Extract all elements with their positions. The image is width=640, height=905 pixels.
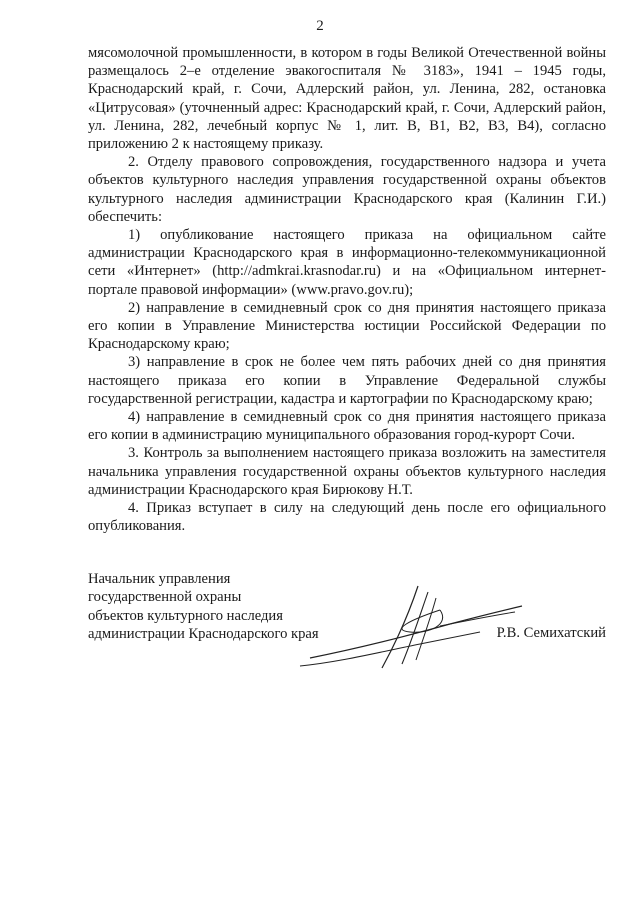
- position-line: объектов культурного наследия: [88, 607, 283, 624]
- paragraph-item-3: 3. Контроль за выполнением настоящего приказа возложить на заместителя начальника управления государственной охраны объектов культурного наследия администрации Краснодарского края Бирюкову Н.Т.: [88, 445, 606, 498]
- handwritten-signature: [290, 580, 530, 680]
- position-line: администрации Краснодарского края: [88, 626, 319, 643]
- paragraph-item-2-1: 1) опубликование настоящего приказа на официальном сайте администрации Краснодарского края в информационно-телекоммуникационной сети «Интернет» (http://admkrai.krasnodar.ru) и на «Официальном интернет-портале правовой информации» (www.pravo.gov.ru);: [88, 227, 606, 298]
- position-line: государственной охраны: [88, 589, 242, 606]
- paragraph-continuation: мясомолочной промышленности, в котором в годы Великой Отечественной войны размещалось 2–е отделение эвакогоспиталя № 3183», 1941 – 1945 годы, Краснодарский край, г. Сочи, Адлерский район, ул. Ленина, 282, остановка «Цитрусовая» (уточненный адрес: Краснодарский край, г. Сочи, Адлерский район, ул. Ленина, 282, лечебный корпус № 1, лит. В, В1, В2, В3, В4), согласно приложению 2 к настоящему приказу.: [88, 45, 606, 153]
- paragraph-item-4: 4. Приказ вступает в силу на следующий день после его официального опубликования.: [88, 500, 606, 535]
- paragraph-item-2-2: 2) направление в семидневный срок со дня принятия настоящего приказа его копии в Управление Министерства юстиции Российской Федерации по Краснодарскому краю;: [88, 299, 606, 353]
- position-line: Начальник управления: [88, 571, 231, 587]
- signatory-name: Р.В. Семихатский: [496, 625, 606, 641]
- page-number: 2: [316, 18, 324, 34]
- document-body: [88, 44, 606, 535]
- signatory-position: [88, 570, 319, 644]
- paragraph-item-2-3: 3) направление в срок не более чем пять рабочих дней со дня принятия настоящего приказа его копии в Управление Федеральной службы государственной регистрации, кадастра и картографии по Краснодарскому краю;: [88, 354, 606, 407]
- paragraph-item-2-4: 4) направление в семидневный срок со дня принятия настоящего приказа его копии в администрацию муниципального образования город-курорт Сочи.: [88, 409, 606, 444]
- paragraph-item-2: 2. Отделу правового сопровождения, государственного надзора и учета объектов культурного наследия управления государственной охраны объектов культурного наследия администрации Краснодарского края (Калинин Г.И.) обеспечить:: [88, 154, 606, 225]
